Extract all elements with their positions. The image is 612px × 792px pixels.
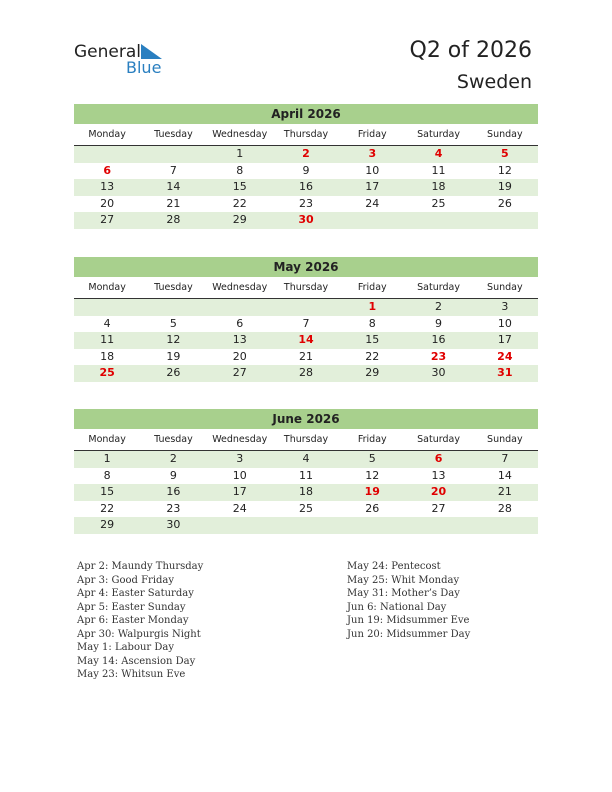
- date-cell: [472, 212, 538, 229]
- holiday-list-item: Jun 20: Midsummer Day: [347, 628, 471, 640]
- week-row: [74, 484, 538, 501]
- date-cell: 8: [236, 163, 244, 177]
- date-cell: 12: [365, 468, 380, 482]
- date-cell: 17: [232, 485, 247, 498]
- holiday-list-item: Jun 6: National Day: [347, 601, 447, 613]
- holiday-date-cell: 6: [103, 163, 111, 177]
- weekday-header-row: [74, 279, 538, 299]
- date-cell: 9: [302, 163, 310, 177]
- date-cell: 21: [497, 485, 512, 498]
- week-row: [74, 349, 538, 366]
- date-cell: [207, 517, 273, 534]
- date-cell: 23: [166, 501, 181, 515]
- date-cell: 16: [166, 485, 181, 498]
- weekday-label: Thursday: [283, 434, 329, 445]
- date-cell: 29: [365, 366, 380, 379]
- weekday-label: Tuesday: [154, 129, 193, 140]
- date-cell: 20: [232, 349, 247, 363]
- page-title: Q2 of 2026: [409, 38, 532, 63]
- date-cell: 3: [236, 452, 244, 465]
- date-cell: [472, 517, 538, 534]
- date-cell: 24: [365, 196, 380, 210]
- holiday-date-cell: 20: [430, 485, 447, 498]
- week-row: [74, 316, 538, 333]
- holiday-date-cell: 3: [368, 147, 377, 160]
- week-row: [74, 299, 538, 316]
- date-cell: 3: [501, 300, 509, 313]
- date-cell: [273, 517, 339, 534]
- date-cell: 24: [232, 501, 247, 515]
- weekday-label: Sunday: [487, 434, 523, 445]
- date-cell: 29: [232, 213, 247, 226]
- country-name: Sweden: [456, 71, 532, 93]
- holiday-date-cell: 31: [497, 366, 513, 379]
- holiday-list-item: Apr 4: Easter Saturday: [77, 588, 194, 599]
- weekday-label: Saturday: [417, 129, 460, 140]
- holiday-list-item: Jun 19: Midsummer Eve: [347, 615, 470, 626]
- date-cell: 7: [169, 163, 177, 177]
- date-cell: 11: [298, 468, 313, 482]
- date-cell: 23: [298, 196, 313, 210]
- date-cell: 17: [497, 333, 512, 346]
- weekday-label: Sunday: [487, 129, 523, 140]
- date-cell: 20: [100, 196, 115, 210]
- weekday-label: Monday: [88, 434, 126, 445]
- date-cell: 28: [166, 213, 181, 226]
- date-cell: 30: [431, 366, 446, 379]
- date-cell: 8: [103, 468, 111, 482]
- week-row: [74, 179, 538, 196]
- date-cell: 5: [169, 316, 177, 330]
- holiday-list-item: May 31: Mother’s Day: [347, 588, 460, 599]
- date-cell: 12: [166, 333, 181, 346]
- holiday-date-cell: 14: [298, 333, 314, 346]
- date-cell: [405, 212, 471, 229]
- date-cell: 15: [232, 180, 247, 193]
- date-cell: 11: [100, 333, 115, 346]
- date-cell: 18: [431, 180, 446, 193]
- date-cell: 25: [431, 196, 446, 210]
- date-cell: 25: [298, 501, 313, 515]
- date-cell: 19: [497, 180, 512, 193]
- date-cell: [273, 299, 339, 316]
- holiday-date-cell: 1: [368, 300, 377, 313]
- date-cell: [339, 212, 405, 229]
- date-cell: 28: [298, 366, 313, 379]
- holiday-list-item: May 25: Whit Monday: [347, 574, 460, 586]
- holiday-date-cell: 25: [99, 366, 115, 379]
- weekday-label: Wednesday: [212, 282, 268, 293]
- date-cell: 13: [100, 180, 115, 193]
- date-cell: 5: [368, 452, 376, 465]
- week-row: [74, 146, 538, 163]
- weekday-label: Friday: [357, 282, 387, 293]
- date-cell: 26: [497, 196, 512, 210]
- weekday-label: Friday: [357, 434, 387, 445]
- holiday-date-cell: 2: [302, 147, 310, 160]
- date-cell: 17: [365, 180, 380, 193]
- month-calendar: [74, 104, 538, 229]
- holiday-list-right: [347, 560, 470, 641]
- weekday-label: Monday: [88, 282, 126, 293]
- date-cell: 16: [431, 333, 446, 346]
- weekday-label: Thursday: [283, 282, 329, 293]
- weekday-label: Tuesday: [154, 434, 193, 445]
- logo: [74, 40, 174, 80]
- date-cell: 12: [497, 163, 512, 177]
- holiday-list-item: May 23: Whitsun Eve: [77, 669, 186, 680]
- holiday-list-item: Apr 2: Maundy Thursday: [77, 561, 204, 572]
- logo-text-blue: Blue: [126, 58, 162, 77]
- week-row: [74, 332, 538, 349]
- date-cell: 15: [365, 333, 380, 346]
- date-cell: 27: [232, 366, 247, 379]
- holiday-date-cell: 5: [501, 147, 509, 160]
- week-row: [74, 517, 538, 534]
- week-row: [74, 163, 538, 180]
- date-cell: 29: [100, 518, 115, 531]
- weekday-label: Wednesday: [212, 434, 268, 445]
- holiday-date-cell: 6: [434, 452, 443, 465]
- weekday-label: Monday: [88, 129, 126, 140]
- date-cell: 4: [302, 452, 310, 465]
- date-cell: 9: [169, 468, 177, 482]
- holiday-list-item: May 24: Pentecost: [347, 561, 441, 572]
- date-cell: 2: [435, 300, 443, 313]
- holiday-list-item: May 14: Ascension Day: [77, 655, 196, 667]
- date-cell: [74, 299, 140, 316]
- date-cell: 8: [368, 316, 376, 330]
- date-cell: 10: [232, 468, 247, 482]
- date-cell: 19: [166, 349, 181, 363]
- date-cell: [207, 299, 273, 316]
- holiday-date-cell: 30: [298, 213, 314, 226]
- weekday-label: Saturday: [417, 434, 460, 445]
- date-cell: 9: [435, 316, 443, 330]
- date-cell: [140, 299, 206, 316]
- holiday-date-cell: 23: [430, 349, 447, 363]
- month-calendar: [74, 409, 538, 534]
- date-cell: 18: [298, 485, 313, 498]
- date-cell: 11: [431, 163, 446, 177]
- date-cell: 21: [166, 196, 181, 210]
- weekday-label: Saturday: [417, 282, 460, 293]
- date-cell: 16: [298, 180, 313, 193]
- date-cell: 14: [497, 468, 512, 482]
- month-calendar: [74, 257, 538, 382]
- month-title: June 2026: [74, 409, 538, 429]
- date-cell: [405, 517, 471, 534]
- date-cell: 26: [166, 366, 181, 379]
- date-cell: 1: [103, 452, 111, 465]
- date-cell: 2: [169, 452, 177, 465]
- weekday-label: Thursday: [283, 129, 329, 140]
- week-row: [74, 468, 538, 485]
- logo-text-general: General: [74, 42, 141, 62]
- holiday-list-left: [77, 560, 203, 682]
- weekday-label: Friday: [357, 129, 387, 140]
- date-cell: 22: [232, 196, 247, 210]
- date-cell: 10: [365, 163, 380, 177]
- holiday-list-item: May 1: Labour Day: [77, 642, 174, 653]
- date-cell: 7: [501, 452, 509, 465]
- date-cell: 21: [298, 349, 313, 363]
- holiday-date-cell: 24: [497, 349, 513, 363]
- holiday-list-item: Apr 3: Good Friday: [77, 574, 175, 586]
- date-cell: [140, 146, 206, 163]
- date-cell: 15: [100, 485, 115, 498]
- week-row: [74, 196, 538, 213]
- weekday-header-row: [74, 126, 538, 146]
- weekday-header-row: [74, 431, 538, 451]
- date-cell: 27: [431, 501, 446, 515]
- date-cell: 26: [365, 501, 380, 515]
- date-cell: 6: [236, 316, 244, 330]
- holiday-list-item: Apr 5: Easter Sunday: [77, 601, 186, 613]
- holiday-date-cell: 19: [364, 485, 380, 498]
- date-cell: 7: [302, 316, 310, 330]
- week-row: [74, 212, 538, 229]
- weekday-label: Sunday: [487, 282, 523, 293]
- date-cell: 1: [236, 147, 244, 160]
- date-cell: [339, 517, 405, 534]
- month-title: April 2026: [74, 104, 538, 124]
- date-cell: 30: [166, 518, 181, 531]
- date-cell: 22: [100, 501, 115, 515]
- date-cell: 4: [103, 316, 111, 330]
- holiday-list-item: Apr 6: Easter Monday: [77, 615, 189, 626]
- weekday-label: Wednesday: [212, 129, 268, 140]
- holiday-list-item: Apr 30: Walpurgis Night: [77, 628, 201, 640]
- week-row: [74, 451, 538, 468]
- week-row: [74, 501, 538, 518]
- date-cell: 27: [100, 213, 115, 226]
- date-cell: 13: [232, 333, 247, 346]
- month-title: May 2026: [74, 257, 538, 277]
- date-cell: 13: [431, 468, 446, 482]
- week-row: [74, 365, 538, 382]
- date-cell: 28: [497, 501, 512, 515]
- date-cell: 10: [497, 316, 512, 330]
- date-cell: 14: [166, 180, 181, 193]
- weekday-label: Tuesday: [154, 282, 193, 293]
- holiday-date-cell: 4: [434, 147, 443, 160]
- date-cell: [74, 146, 140, 163]
- date-cell: 22: [365, 349, 380, 363]
- date-cell: 18: [100, 349, 115, 363]
